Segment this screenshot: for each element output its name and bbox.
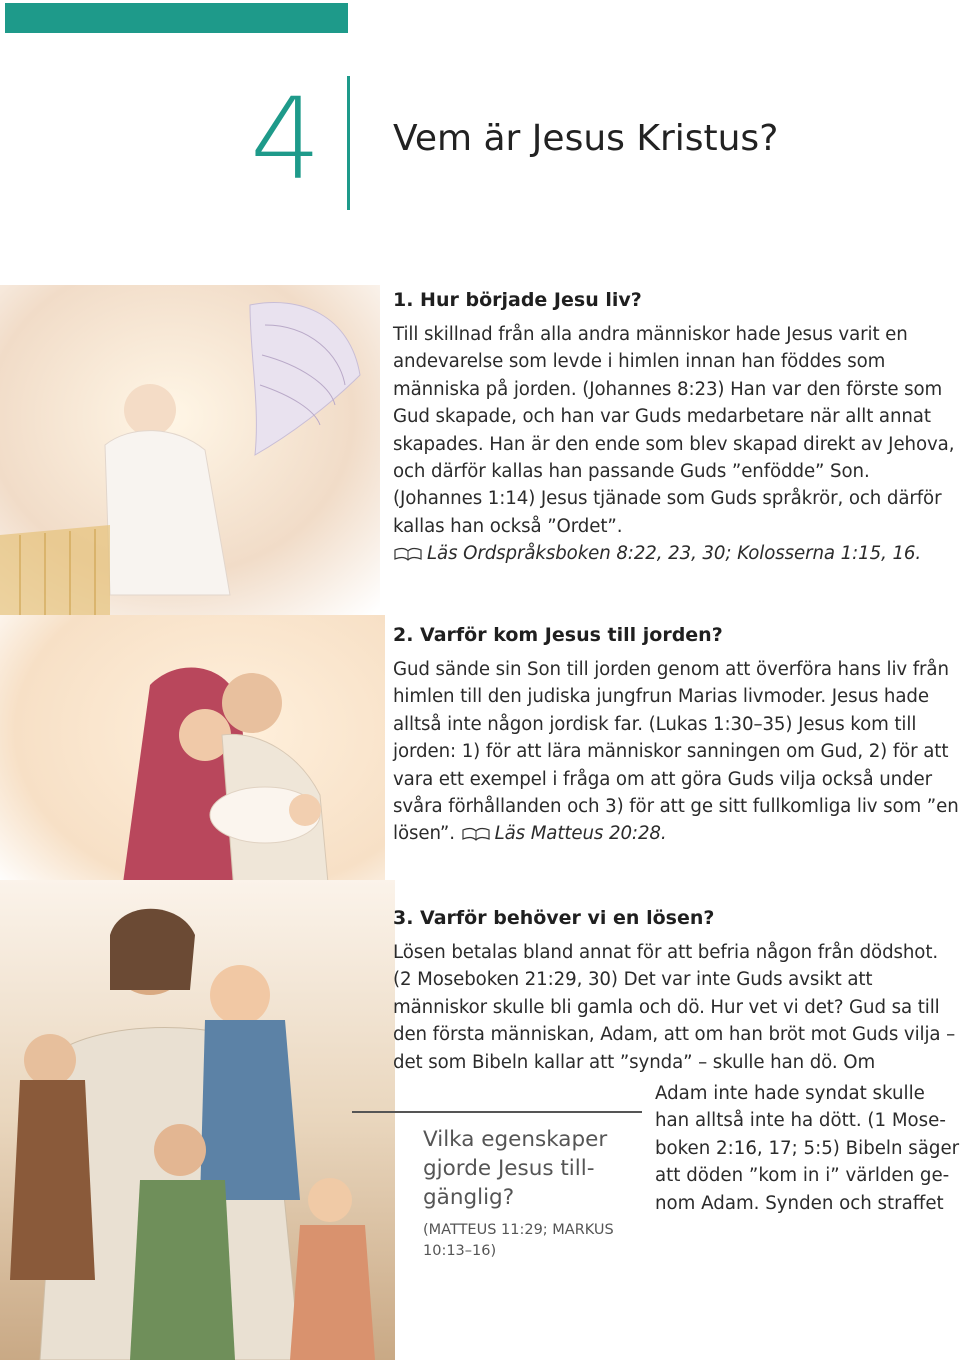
callout-divider (352, 1111, 642, 1113)
section-3-text: Lösen betalas bland annat för att befria någon från dödshot. (2 Moseboken 21:29, 30) Det var inte Guds avsikt att människor skulle bli gamla och dö. Hur vet vi det? Gud sa till den första människan, Adam, att om han bröt mot Guds vilja – det som Bibeln kallar att ”synda” – skulle han dö. Om (393, 942, 956, 1073)
section-3 (393, 907, 960, 1076)
chapter-divider (347, 76, 350, 210)
chapter-title: Vem är Jesus Kristus? (393, 118, 779, 159)
section-2-text: Gud sände sin Son till jorden genom att överföra hans liv från himlen till den judiska jungfrun Marias livmoder. Jesus hade alltså inte någon jordisk far. (Lukas 1:30–35) Jesus kom till jorden: 1) för att lära människor sanningen om Gud, 2) för att vara ett exempel i fråga om att göra Guds vilja också under svåra förhållanden och 3) för att ge sitt fullkomliga liv som ”en lösen”. (393, 659, 959, 845)
open-book-icon (393, 547, 423, 561)
callout-references: (MATTEUS 11:29; MARKUS 10:13–16) (423, 1222, 614, 1259)
section-2 (393, 624, 960, 848)
open-book-icon (461, 827, 491, 841)
illustration-angel (0, 285, 380, 615)
illustration-holy-family (0, 615, 385, 905)
section-1-body (393, 321, 960, 568)
section-1 (393, 289, 960, 568)
section-3-heading: 3. Varför behöver vi en lösen? (393, 907, 715, 929)
chapter-number: 4 (250, 75, 322, 205)
section-2-heading: 2. Varför kom Jesus till jorden? (393, 624, 723, 646)
section-2-body (393, 656, 960, 848)
section-2-read-ref[interactable]: Läs Matteus 20:28. (494, 823, 667, 845)
section-3-text-continued: Adam inte hade syndat skulle han alltså inte ha dött. (1 Moseboken 2:16, 17; 5:5) Bibeln säger att döden ”kom in i” världen genom Adam. Synden och straffet (655, 1083, 960, 1214)
illustration-jesus-with-children (0, 880, 395, 1360)
callout-box (423, 1125, 633, 1262)
section-1-heading: 1. Hur började Jesu liv? (393, 289, 642, 311)
section-1-text: Till skillnad från alla andra människor hade Jesus varit en andevarelse som levde i himlen innan han föddes som människa på jorden. (Johannes 8:23) Han var den förste som Gud skapade, och han var Guds medarbetare när allt annat skapades. Han är den ende som blev skapad direkt av Jehova, och därför kallas han passande Guds ”enfödde” Son. (Johannes 1:14) Jesus tjänade som Guds språkrör, och därför kallas han också ”Ordet”. (393, 324, 955, 537)
callout-question: Vilka egenskaper gjorde Jesus tillgänglig? (423, 1127, 608, 1210)
top-accent-bar (5, 3, 348, 33)
section-1-read-ref[interactable]: Läs Ordspråksboken 8:22, 23, 30; Kolosserna 1:15, 16. (427, 543, 922, 565)
